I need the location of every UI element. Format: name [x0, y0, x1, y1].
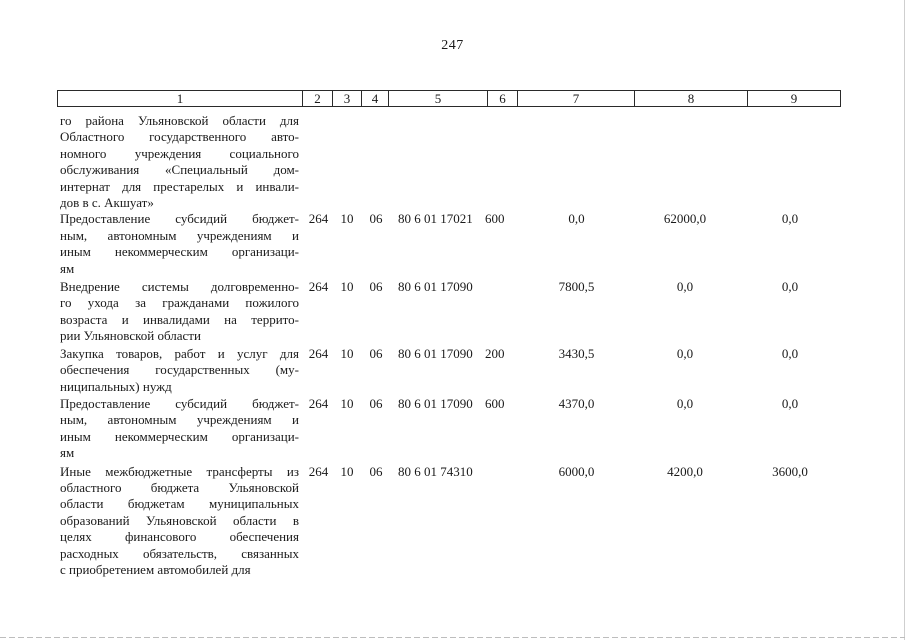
description-line: Предоставление субсидий бюджет-	[60, 395, 299, 411]
description-line: ниципальных) нужд	[60, 378, 172, 394]
cell-c8: 0,0	[676, 279, 694, 295]
cell-c3: 10	[340, 463, 354, 479]
cell-c6: 600	[485, 211, 505, 227]
description-line: обслуживания «Специальный дом-	[60, 162, 299, 178]
description-line: образований Ульяновской области в	[60, 512, 299, 528]
cell-c8: 0,0	[676, 395, 694, 411]
description-line: рии Ульяновской области	[60, 328, 201, 344]
header-col-5: 5	[389, 91, 488, 106]
description-line: целях финансового обеспечения	[60, 529, 299, 545]
cell-c5: 80 6 01 17090	[398, 279, 473, 295]
cell-c7: 0,0	[568, 211, 585, 227]
description-line: иным некоммерческим организаци-	[60, 244, 299, 260]
cell-c3: 10	[340, 279, 354, 295]
cell-c7: 4370,0	[558, 395, 595, 411]
table-row	[57, 346, 847, 395]
header-col-7: 7	[518, 91, 635, 106]
cell-c5: 80 6 01 17090	[398, 395, 473, 411]
row-description	[57, 396, 299, 462]
page-number: 247	[441, 38, 464, 53]
table-row	[57, 113, 847, 211]
cell-c7: 3430,5	[558, 345, 595, 361]
cell-c4: 06	[369, 279, 383, 295]
cell-c9: 0,0	[781, 345, 799, 361]
cell-c2: 264	[308, 211, 329, 227]
table-row	[57, 279, 847, 345]
description-line: ным, автономным учреждениям и	[60, 227, 299, 243]
description-line: обеспечения государственных (му-	[60, 362, 299, 378]
cell-c9: 0,0	[781, 279, 799, 295]
table-header	[57, 90, 841, 107]
description-line: Внедрение системы долговременно-	[60, 279, 299, 295]
table-row	[57, 464, 847, 579]
description-line: ям	[60, 445, 75, 461]
row-description	[57, 346, 299, 395]
cell-c4: 06	[369, 345, 383, 361]
header-col-8: 8	[635, 91, 748, 106]
cell-c3: 10	[340, 211, 354, 227]
page-edge-bottom	[0, 637, 905, 638]
table-body	[57, 113, 847, 578]
cell-c5: 80 6 01 74310	[398, 463, 473, 479]
description-line: дов в с. Акшуат»	[60, 195, 154, 211]
cell-c3: 10	[340, 395, 354, 411]
description-line: Иные межбюджетные трансферты из	[60, 463, 299, 479]
row-description	[57, 113, 299, 211]
cell-c7: 6000,0	[558, 463, 595, 479]
cell-c9: 0,0	[781, 211, 799, 227]
description-line: ям	[60, 260, 75, 276]
description-line: Закупка товаров, работ и услуг для	[60, 345, 299, 361]
description-line: номного учреждения социального	[60, 145, 299, 161]
header-col-9: 9	[790, 91, 798, 106]
table-row	[57, 396, 847, 462]
description-line: иным некоммерческим организаци-	[60, 428, 299, 444]
header-col-2: 2	[303, 91, 333, 106]
cell-c7: 7800,5	[558, 279, 595, 295]
cell-c8: 4200,0	[667, 463, 703, 479]
table-row	[57, 211, 847, 277]
cell-c6: 600	[485, 395, 505, 411]
description-line: Областного государственного авто-	[60, 129, 299, 145]
cell-c6: 200	[485, 345, 505, 361]
description-line: го района Ульяновской области для	[60, 113, 299, 128]
header-col-4: 4	[362, 91, 389, 106]
cell-c4: 06	[369, 395, 383, 411]
description-line: ным, автономным учреждениям и	[60, 412, 299, 428]
header-col-3: 3	[333, 91, 362, 106]
cell-c5: 80 6 01 17090	[398, 345, 473, 361]
description-line: Предоставление субсидий бюджет-	[60, 211, 299, 227]
description-line: с приобретением автомобилей для	[60, 561, 251, 577]
cell-c3: 10	[340, 345, 354, 361]
cell-c8: 62000,0	[663, 211, 707, 227]
cell-c5: 80 6 01 17021	[398, 211, 473, 227]
description-line: интернат для престарелых и инвали-	[60, 178, 299, 194]
cell-c4: 06	[369, 463, 383, 479]
cell-c9: 0,0	[781, 395, 799, 411]
description-line: области бюджетам муниципальных	[60, 496, 299, 512]
description-line: возраста и инвалидами на террито-	[60, 311, 299, 327]
cell-c2: 264	[308, 463, 329, 479]
cell-c9: 3600,0	[772, 463, 808, 479]
description-line: областного бюджета Ульяновской	[60, 479, 299, 495]
cell-c2: 264	[308, 395, 329, 411]
header-col-6: 6	[488, 91, 518, 106]
row-description	[57, 211, 299, 277]
description-line: расходных обязательств, связанных	[60, 545, 299, 561]
cell-c2: 264	[308, 279, 329, 295]
header-col-1: 1	[58, 91, 303, 106]
cell-c8: 0,0	[676, 345, 694, 361]
description-line: го ухода за гражданами пожилого	[60, 295, 299, 311]
row-description	[57, 464, 299, 579]
cell-c2: 264	[308, 345, 329, 361]
cell-c4: 06	[369, 211, 383, 227]
row-description	[57, 279, 299, 345]
